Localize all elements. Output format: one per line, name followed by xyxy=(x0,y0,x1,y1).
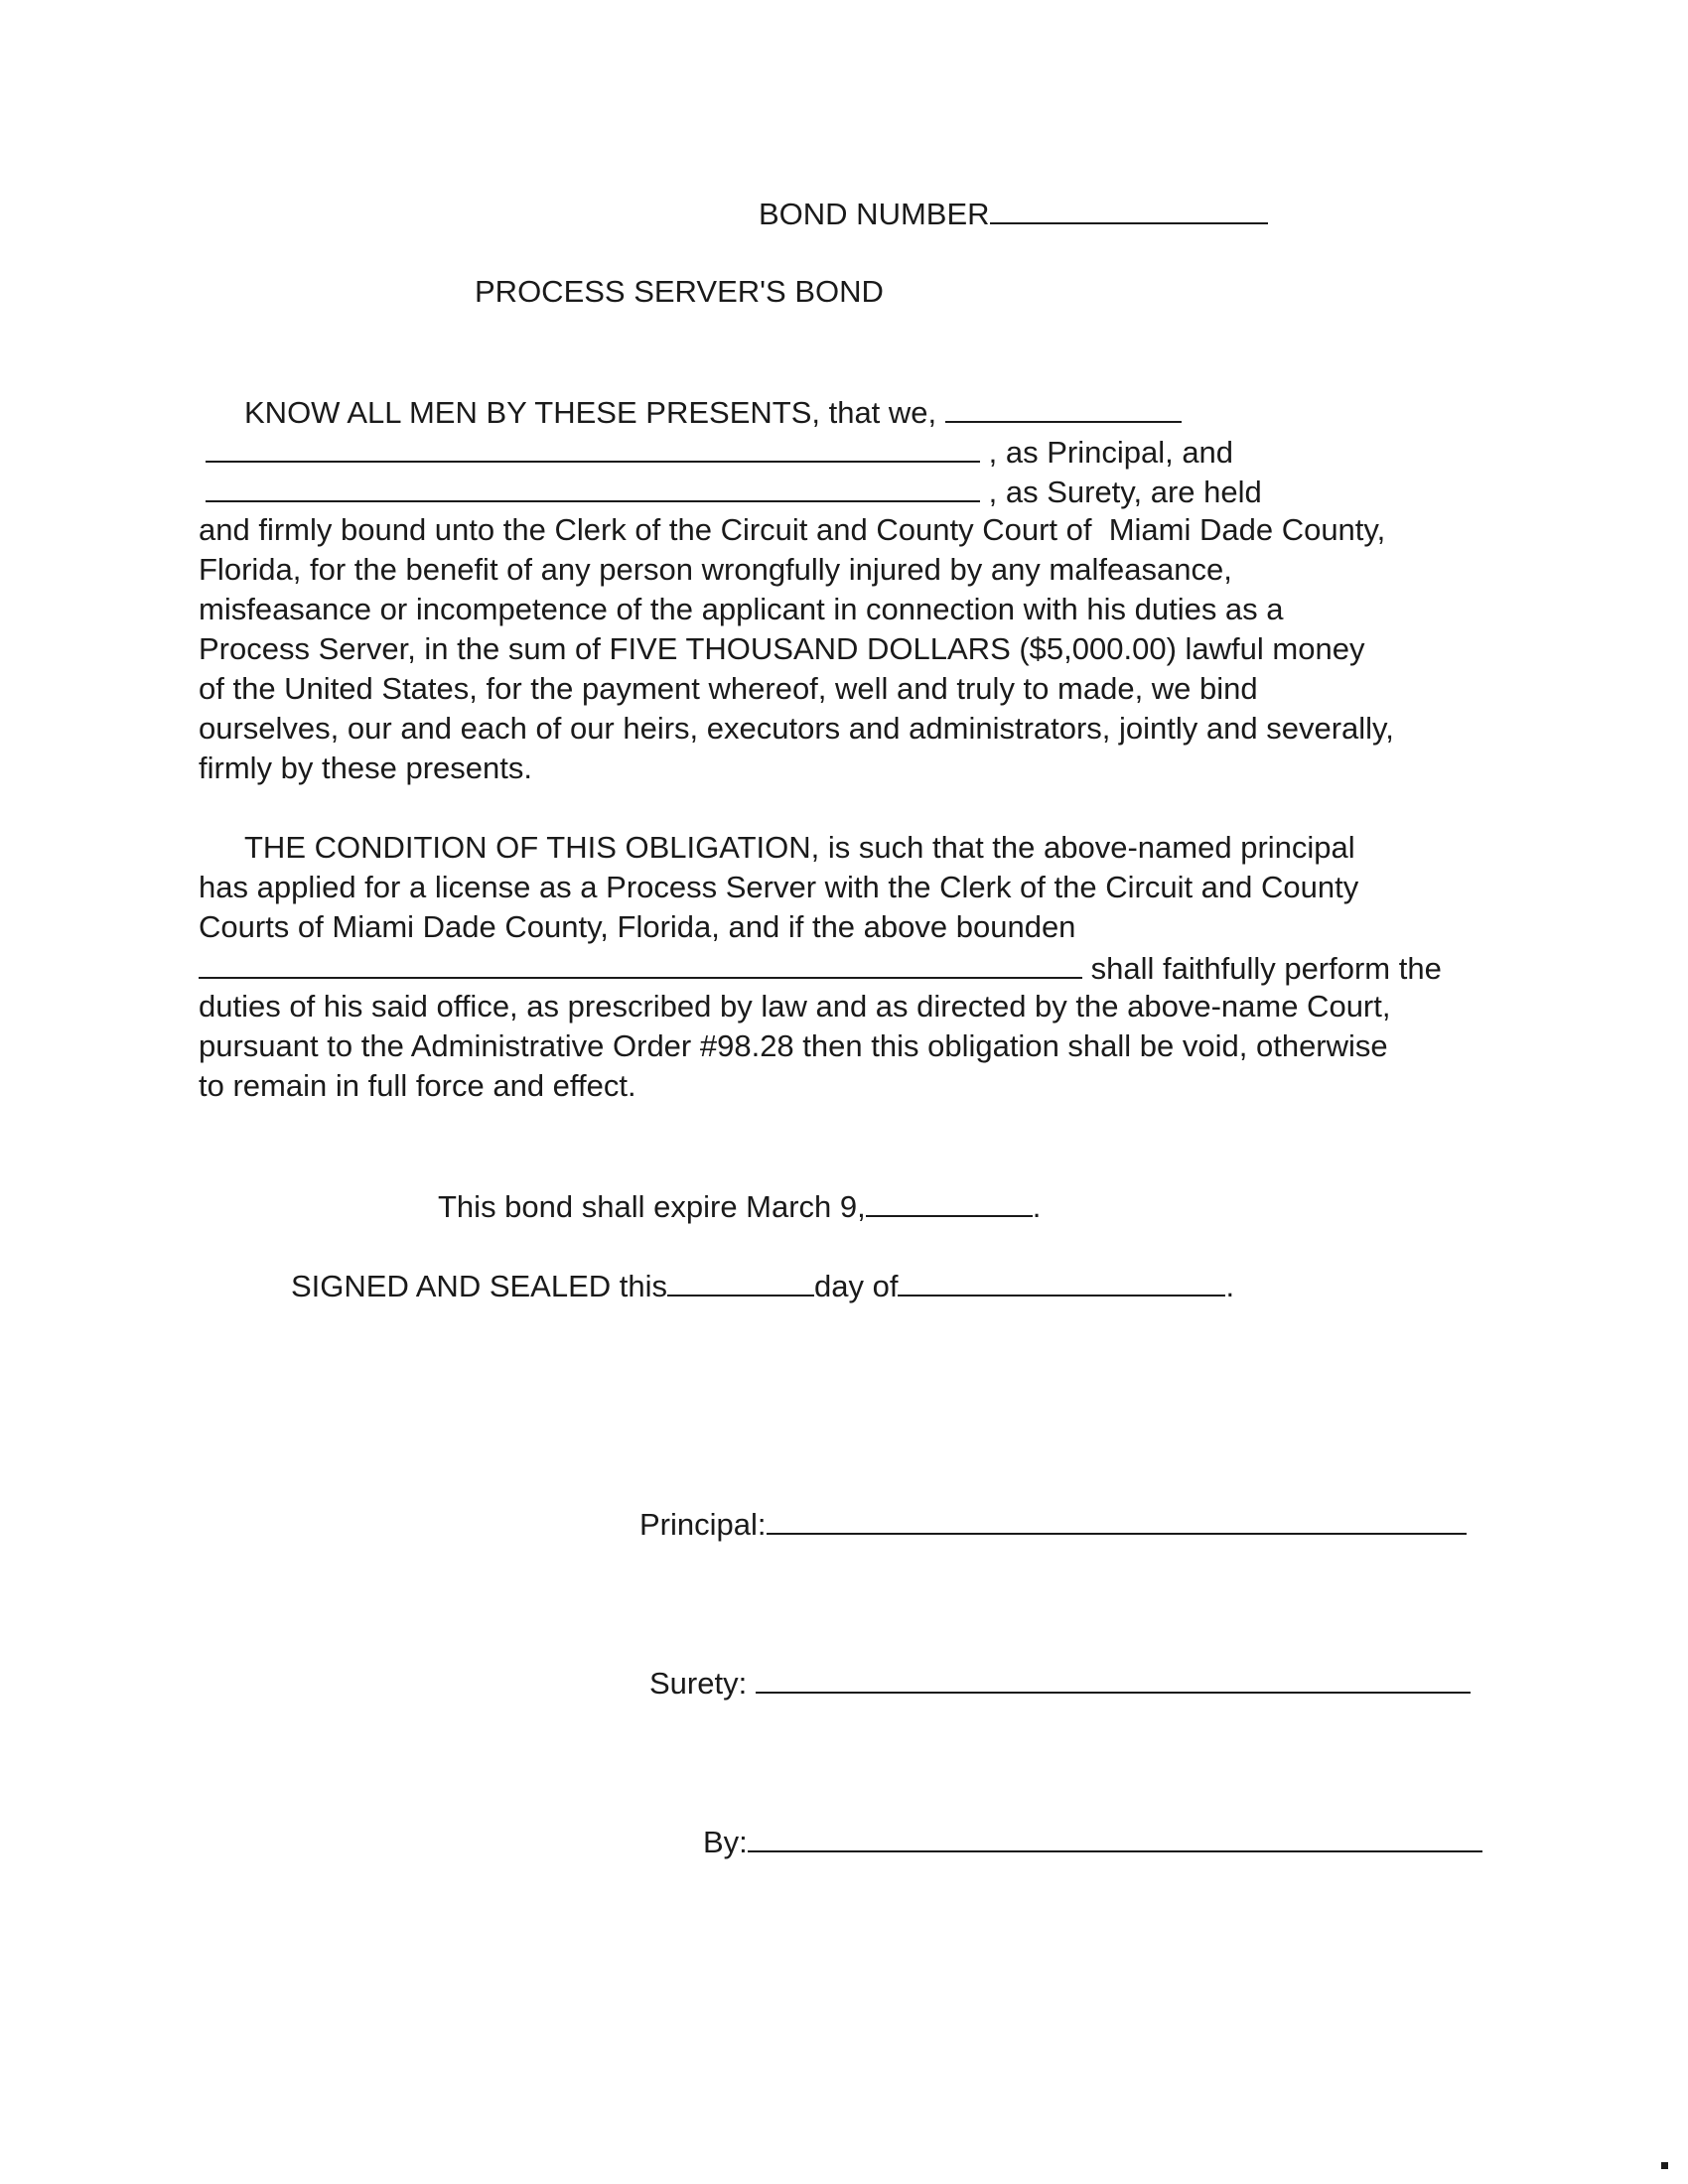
paragraph1-opening-line xyxy=(244,391,1182,433)
paragraph1-line: firmly by these presents. xyxy=(199,751,532,785)
bond-number-line xyxy=(759,193,1268,234)
paragraph1-line: and firmly bound unto the Clerk of the Circuit and County Court of Miami Dade County, xyxy=(199,512,1386,547)
paragraph2-line: pursuant to the Administrative Order #98.28 then this obligation shall be void, otherwise xyxy=(199,1028,1388,1063)
principal-signature-line xyxy=(639,1503,1467,1545)
principal-suffix-text: , as Principal, and xyxy=(988,435,1234,470)
paragraph1-line: of the United States, for the payment whereof, well and truly to made, we bind xyxy=(199,671,1258,706)
paragraph2-line: THE CONDITION OF THIS OBLIGATION, is such that the above-named principal xyxy=(244,830,1355,865)
signed-sealed-line xyxy=(291,1265,1234,1306)
day-of-text: day of xyxy=(814,1269,899,1303)
paragraph2-line: duties of his said office, as prescribed by law and as directed by the above-name Court, xyxy=(199,989,1391,1024)
expiry-line xyxy=(438,1185,1041,1227)
by-signature-line xyxy=(703,1821,1482,1862)
bond-number-field[interactable] xyxy=(990,193,1268,224)
paragraph1-line: Process Server, in the sum of FIVE THOUSAND DOLLARS ($5,000.00) lawful money xyxy=(199,631,1365,666)
bounden-line xyxy=(199,947,1442,989)
signed-period: . xyxy=(1225,1269,1235,1303)
by-signature-field[interactable] xyxy=(748,1821,1482,1852)
surety-signature-field[interactable] xyxy=(756,1662,1471,1694)
signed-month-field[interactable] xyxy=(898,1265,1225,1297)
signed-label: SIGNED AND SEALED this xyxy=(291,1269,668,1303)
principal-signature-field[interactable] xyxy=(767,1503,1467,1535)
expiry-label: This bond shall expire March 9, xyxy=(438,1189,866,1224)
paragraph2-line: has applied for a license as a Process Server with the Clerk of the Circuit and County xyxy=(199,870,1359,904)
expiry-period: . xyxy=(1032,1189,1042,1224)
paragraph1-line: misfeasance or incompetence of the applicant in connection with his duties as a xyxy=(199,592,1284,626)
party-name-field[interactable] xyxy=(945,391,1182,423)
principal-signature-label: Principal: xyxy=(639,1507,767,1542)
surety-name-field[interactable] xyxy=(206,471,980,502)
surety-suffix-text: , as Surety, are held xyxy=(988,475,1262,509)
bounden-name-field[interactable] xyxy=(199,947,1082,979)
document-title: PROCESS SERVER'S BOND xyxy=(475,274,884,309)
signed-day-field[interactable] xyxy=(667,1265,814,1297)
principal-name-field[interactable] xyxy=(206,431,980,463)
surety-signature-line xyxy=(649,1662,1471,1704)
principal-line xyxy=(206,431,1233,473)
bounden-suffix-text: shall faithfully perform the xyxy=(1090,951,1442,986)
paragraph2-line: to remain in full force and effect. xyxy=(199,1068,636,1103)
by-signature-label: By: xyxy=(703,1825,748,1859)
surety-line xyxy=(206,471,1262,512)
paragraph1-line: ourselves, our and each of our heirs, executors and administrators, jointly and severally, xyxy=(199,711,1394,746)
paragraph1-line1-text: KNOW ALL MEN BY THESE PRESENTS, that we, xyxy=(244,395,937,430)
expiry-year-field[interactable] xyxy=(866,1185,1033,1217)
paragraph2-line: Courts of Miami Dade County, Florida, and if the above bounden xyxy=(199,909,1076,944)
surety-signature-label: Surety: xyxy=(649,1666,748,1701)
paragraph1-line: Florida, for the benefit of any person wrongfully injured by any malfeasance, xyxy=(199,552,1232,587)
bond-number-label: BOND NUMBER xyxy=(759,197,990,231)
corner-mark xyxy=(1661,2162,1668,2169)
